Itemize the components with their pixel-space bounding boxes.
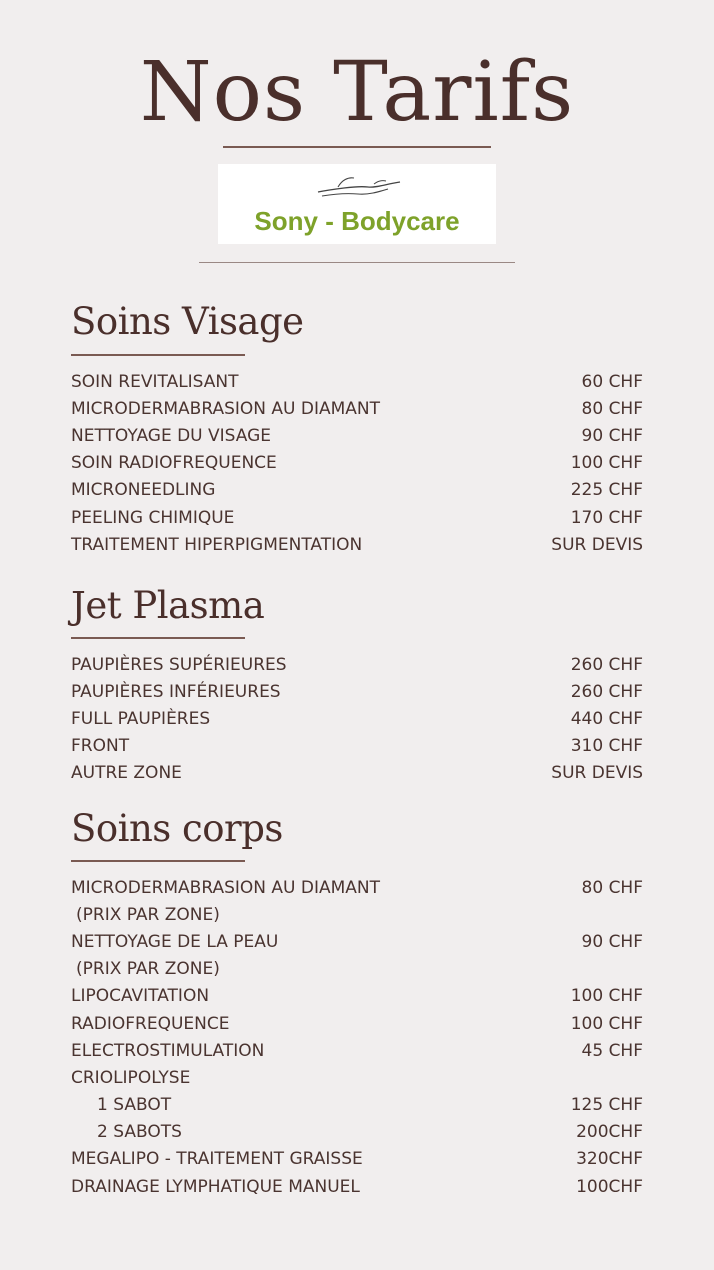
item-name: MICRONEEDLING — [71, 480, 216, 501]
list-item — [71, 651, 643, 678]
list-item-sub — [71, 1119, 643, 1146]
section-underline — [71, 637, 245, 639]
item-price: 100CHF — [576, 1176, 643, 1197]
list-item — [71, 983, 643, 1010]
divider — [199, 262, 515, 263]
list-item — [71, 1010, 643, 1037]
item-price: 100 CHF — [570, 1013, 643, 1034]
list-item — [71, 504, 643, 531]
list-item — [71, 1173, 643, 1200]
list-item — [71, 395, 643, 422]
list-item — [71, 705, 643, 732]
item-name: FRONT — [71, 736, 130, 757]
item-name: LIPOCAVITATION — [71, 986, 210, 1007]
reclining-figure-icon — [316, 172, 402, 202]
item-name: MEGALIPO - TRAITEMENT GRAISSE — [71, 1149, 363, 1170]
item-price: SUR DEVIS — [551, 763, 643, 784]
item-name: 1 SABOT — [97, 1095, 172, 1116]
item-name: NETTOYAGE DU VISAGE — [71, 425, 272, 446]
list-item — [71, 368, 643, 395]
list-item — [71, 733, 643, 760]
section-underline — [71, 354, 245, 356]
item-price: 45 CHF — [581, 1040, 643, 1061]
item-price: 60 CHF — [581, 371, 643, 392]
list-item — [71, 928, 643, 955]
list-item-note — [71, 956, 643, 983]
item-price: 100 CHF — [570, 986, 643, 1007]
list-item — [71, 422, 643, 449]
item-name: SOIN REVITALISANT — [71, 371, 239, 392]
list-item — [71, 1146, 643, 1173]
item-name: FULL PAUPIÈRES — [71, 708, 211, 729]
list-item — [71, 450, 643, 477]
item-name: RADIOFREQUENCE — [71, 1013, 230, 1034]
item-price: 320CHF — [576, 1149, 643, 1170]
list-item — [71, 760, 643, 787]
item-name: PEELING CHIMIQUE — [71, 507, 235, 528]
list-item — [71, 531, 643, 558]
item-price: 80 CHF — [581, 877, 643, 898]
title-underline — [223, 146, 491, 148]
item-name: SOIN RADIOFREQUENCE — [71, 453, 277, 474]
item-name: MICRODERMABRASION AU DIAMANT — [71, 877, 381, 898]
item-name: TRAITEMENT HIPERPIGMENTATION — [71, 534, 363, 555]
item-name: NETTOYAGE DE LA PEAU — [71, 931, 279, 952]
section-title-soins-corps: Soins corps — [71, 807, 283, 850]
item-name: AUTRE ZONE — [71, 763, 182, 784]
section-title-jet-plasma: Jet Plasma — [71, 584, 265, 627]
item-note: (PRIX PAR ZONE) — [76, 959, 220, 980]
list-item — [71, 1064, 643, 1091]
list-item-note — [71, 901, 643, 928]
item-price: 90 CHF — [581, 931, 643, 952]
item-price: 440 CHF — [570, 708, 643, 729]
item-price: 310 CHF — [570, 736, 643, 757]
price-list-jet-plasma — [71, 651, 643, 787]
item-price: 225 CHF — [570, 480, 643, 501]
price-list-soins-visage — [71, 368, 643, 558]
item-price: 170 CHF — [570, 507, 643, 528]
section-underline — [71, 860, 245, 862]
list-item — [71, 678, 643, 705]
item-price: 90 CHF — [581, 425, 643, 446]
item-name: CRIOLIPOLYSE — [71, 1067, 191, 1088]
item-note: (PRIX PAR ZONE) — [76, 904, 220, 925]
item-price: 260 CHF — [570, 681, 643, 702]
item-price: 260 CHF — [570, 654, 643, 675]
item-price: 80 CHF — [581, 398, 643, 419]
item-name: ELECTROSTIMULATION — [71, 1040, 265, 1061]
price-list-soins-corps — [71, 874, 643, 1200]
section-title-soins-visage: Soins Visage — [71, 300, 304, 343]
item-price: 100 CHF — [570, 453, 643, 474]
item-price: 125 CHF — [570, 1095, 643, 1116]
brand-name: Sony - Bodycare — [254, 206, 460, 236]
list-item — [71, 874, 643, 901]
list-item-sub — [71, 1092, 643, 1119]
list-item — [71, 1037, 643, 1064]
page-title: Nos Tarifs — [139, 45, 575, 140]
item-price: SUR DEVIS — [551, 534, 643, 555]
item-name: 2 SABOTS — [97, 1122, 182, 1143]
item-price: 200CHF — [576, 1122, 643, 1143]
brand-logo — [218, 164, 496, 244]
item-name: PAUPIÈRES INFÉRIEURES — [71, 681, 281, 702]
item-name: PAUPIÈRES SUPÉRIEURES — [71, 654, 287, 675]
item-name: DRAINAGE LYMPHATIQUE MANUEL — [71, 1176, 360, 1197]
item-name: MICRODERMABRASION AU DIAMANT — [71, 398, 381, 419]
list-item — [71, 477, 643, 504]
